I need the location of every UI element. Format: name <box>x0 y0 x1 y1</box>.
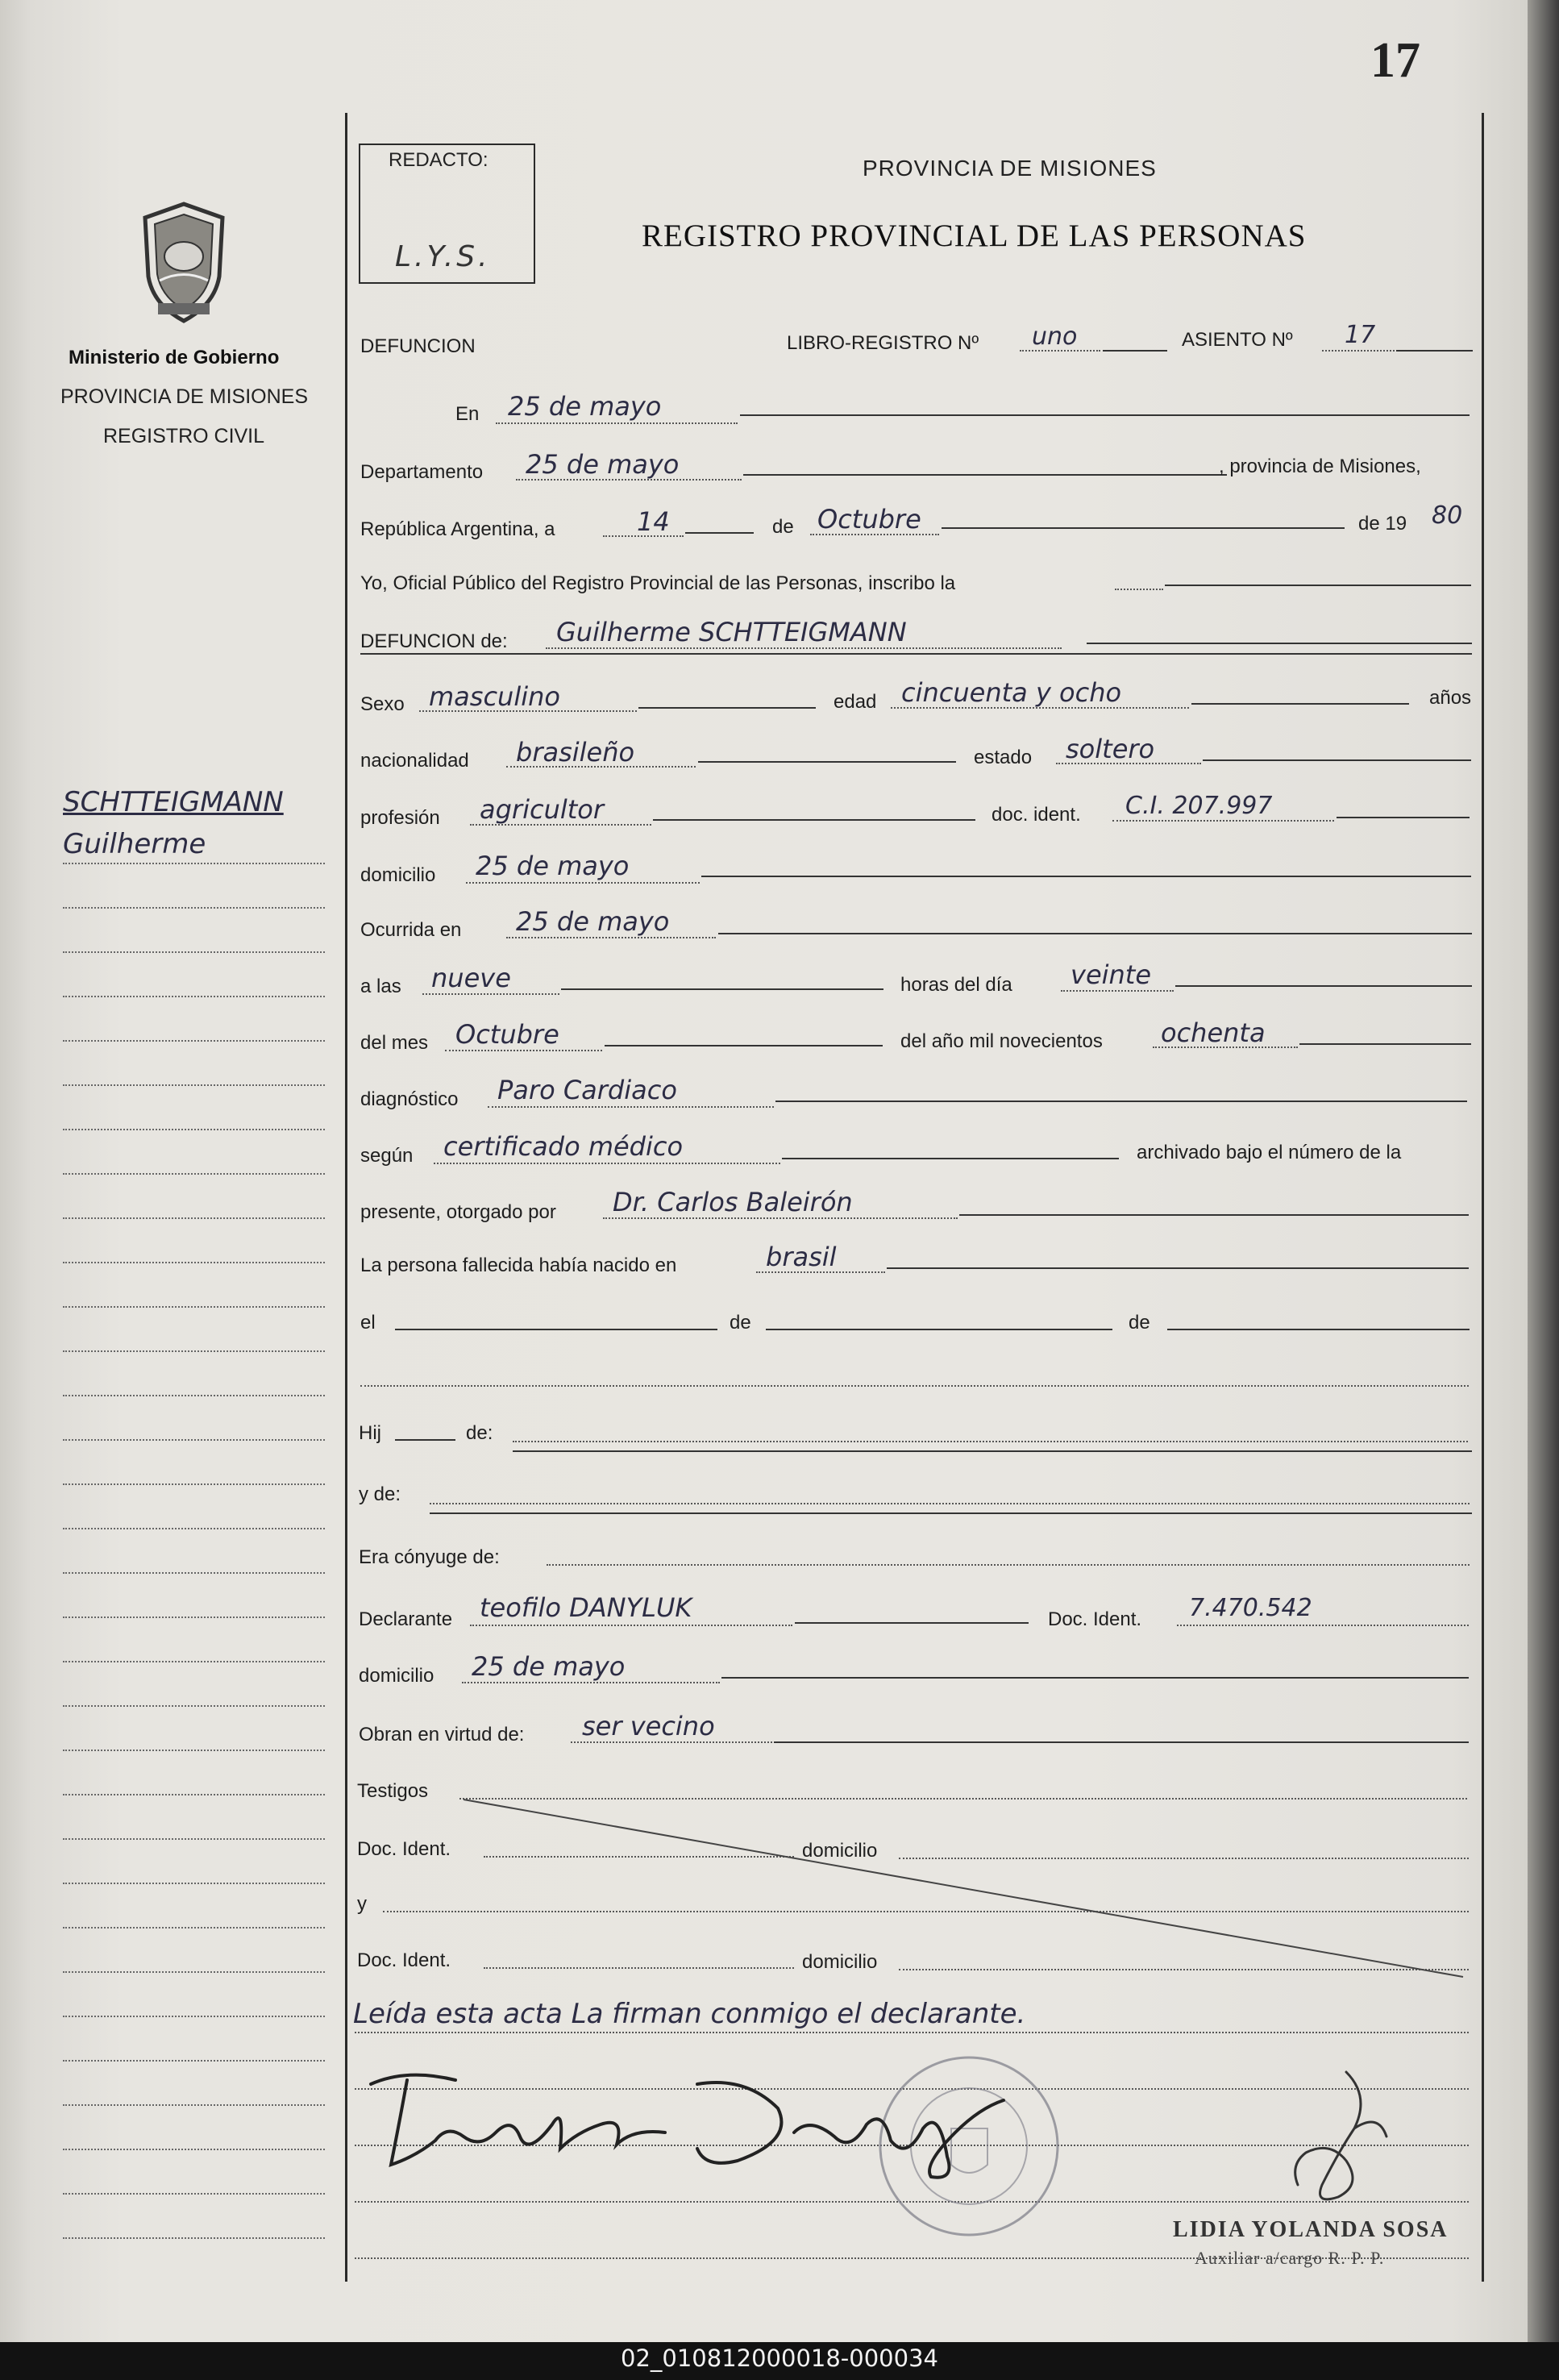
leida-line <box>355 2032 1469 2033</box>
sexo-label: Sexo <box>360 693 405 715</box>
del-anio-label: del año mil novecientos <box>900 1030 1103 1052</box>
official-name: LIDIA YOLANDA SOSA <box>1173 2217 1449 2242</box>
testigos-label: Testigos <box>357 1780 429 1802</box>
provincia-suffix: , provincia de Misiones, <box>1219 456 1421 477</box>
ocurrida-value: 25 de mayo <box>516 906 670 937</box>
estado-label: estado <box>974 747 1033 768</box>
en-label: En <box>455 403 480 425</box>
registro-civil-label: REGISTRO CIVIL <box>103 425 265 447</box>
declarant-signature <box>359 2060 1068 2181</box>
segun-value: certificado médico <box>443 1131 684 1162</box>
estado-value: soltero <box>1066 734 1155 764</box>
hij-de-label: de: <box>466 1422 493 1444</box>
anio-prefix: de 19 <box>1358 513 1407 535</box>
nacionalidad-label: nacionalidad <box>360 750 469 772</box>
asiento-value: 17 <box>1345 321 1376 349</box>
official-cargo: Auxiliar a/cargo R. P. P. <box>1195 2248 1385 2268</box>
obran-value: ser vecino <box>582 1711 715 1741</box>
republica-label: República Argentina, a <box>360 518 555 540</box>
fecha-dia-value: 14 <box>637 506 670 537</box>
footer-file-id: 02_010812000018-000034 <box>621 2345 938 2372</box>
departamento-label: Departamento <box>360 461 484 483</box>
redacto-label: REDACTO: <box>389 149 488 171</box>
y-de-label: y de: <box>359 1483 401 1505</box>
nacido-label: La persona fallecida había nacido en <box>360 1254 677 1276</box>
nacionalidad-value: brasileño <box>516 737 635 768</box>
en-value: 25 de mayo <box>508 391 662 422</box>
diagnostico-label: diagnóstico <box>360 1088 459 1110</box>
fallecido-name: Guilherme SCHTTEIGMANN <box>556 617 907 647</box>
el-label: el <box>360 1312 376 1334</box>
domicilio-label: domicilio <box>360 864 436 886</box>
nac-de2-label: de <box>1129 1312 1150 1334</box>
header-registry-title: REGISTRO PROVINCIAL DE LAS PERSONAS <box>642 218 1307 253</box>
libro-label: LIBRO-REGISTRO Nº <box>787 332 979 354</box>
dia-muerte-value: veinte <box>1071 959 1152 990</box>
redacto-initials: L.Y.S. <box>395 240 491 273</box>
doc-ident-value: C.I. 207.997 <box>1125 792 1273 820</box>
del-mes-label: del mes <box>360 1032 429 1054</box>
testigo1-domicilio-label: domicilio <box>802 1840 878 1862</box>
anio-muerte-value: ochenta <box>1161 1017 1266 1048</box>
presente-label: presente, otorgado por <box>360 1201 556 1223</box>
ministerio-label: Ministerio de Gobierno <box>69 347 280 368</box>
segun-label: según <box>360 1145 414 1167</box>
left-province-label: PROVINCIA DE MISIONES <box>60 385 309 408</box>
official-signature <box>1274 2064 1395 2217</box>
nacido-value: brasil <box>766 1242 837 1272</box>
libro-value: uno <box>1032 322 1078 351</box>
oficial-text: Yo, Oficial Público del Registro Provincial de las Personas, inscribo la <box>360 572 956 594</box>
testigo2-doc-label: Doc. Ident. <box>357 1949 451 1971</box>
y-label: y <box>357 1893 367 1915</box>
testigo2-domicilio-label: domicilio <box>802 1951 878 1973</box>
anio-value: 80 <box>1432 501 1463 530</box>
doc-ident-label: doc. ident. <box>992 804 1081 826</box>
fecha-mes-value: Octubre <box>817 504 921 535</box>
alas-label: a las <box>360 976 401 997</box>
decl-doc-label: Doc. Ident. <box>1048 1608 1142 1630</box>
leida-text: Leída esta acta La firman conmigo el declarante. <box>353 1998 1026 2030</box>
domicilio-value: 25 de mayo <box>476 851 630 881</box>
defuncion-de-label: DEFUNCION de: <box>360 630 508 652</box>
obran-label: Obran en virtud de: <box>359 1724 525 1745</box>
nac-de-label: de <box>730 1312 751 1334</box>
domicilio2-label: domicilio <box>359 1665 434 1687</box>
page-number: 17 <box>1370 33 1420 88</box>
declarante-label: Declarante <box>359 1608 453 1630</box>
decl-doc-value: 7.470.542 <box>1189 1594 1312 1622</box>
archivado-label: archivado bajo el número de la <box>1137 1142 1402 1163</box>
declarante-value: teofilo DANYLUK <box>480 1592 692 1623</box>
fecha-de-label: de <box>772 516 794 538</box>
horas-del-dia-label: horas del día <box>900 974 1012 996</box>
mes-muerte-value: Octubre <box>455 1019 559 1050</box>
sexo-value: masculino <box>429 681 560 712</box>
header-province: PROVINCIA DE MISIONES <box>863 156 1157 181</box>
margin-surname: SCHTTEIGMANN <box>63 786 284 818</box>
edad-value: cincuenta y ocho <box>901 677 1122 708</box>
diagnostico-value: Paro Cardiaco <box>497 1075 677 1105</box>
defuncion-heading: DEFUNCION <box>360 335 476 357</box>
hij-label: Hij <box>359 1422 381 1444</box>
profesion-value: agricultor <box>480 794 605 825</box>
edad-label: edad <box>834 691 877 713</box>
profesion-label: profesión <box>360 807 440 829</box>
asiento-label: ASIENTO Nº <box>1182 329 1293 351</box>
margin-given-name: Guilherme <box>63 828 206 860</box>
conyuge-label: Era cónyuge de: <box>359 1546 500 1568</box>
hora-value: nueve <box>431 963 511 993</box>
anos-label: años <box>1429 687 1472 709</box>
domicilio2-value: 25 de mayo <box>472 1651 626 1682</box>
medico-value: Dr. Carlos Baleirón <box>613 1187 853 1217</box>
ocurrida-label: Ocurrida en <box>360 919 462 941</box>
departamento-value: 25 de mayo <box>526 449 680 480</box>
testigo1-doc-label: Doc. Ident. <box>357 1838 451 1860</box>
